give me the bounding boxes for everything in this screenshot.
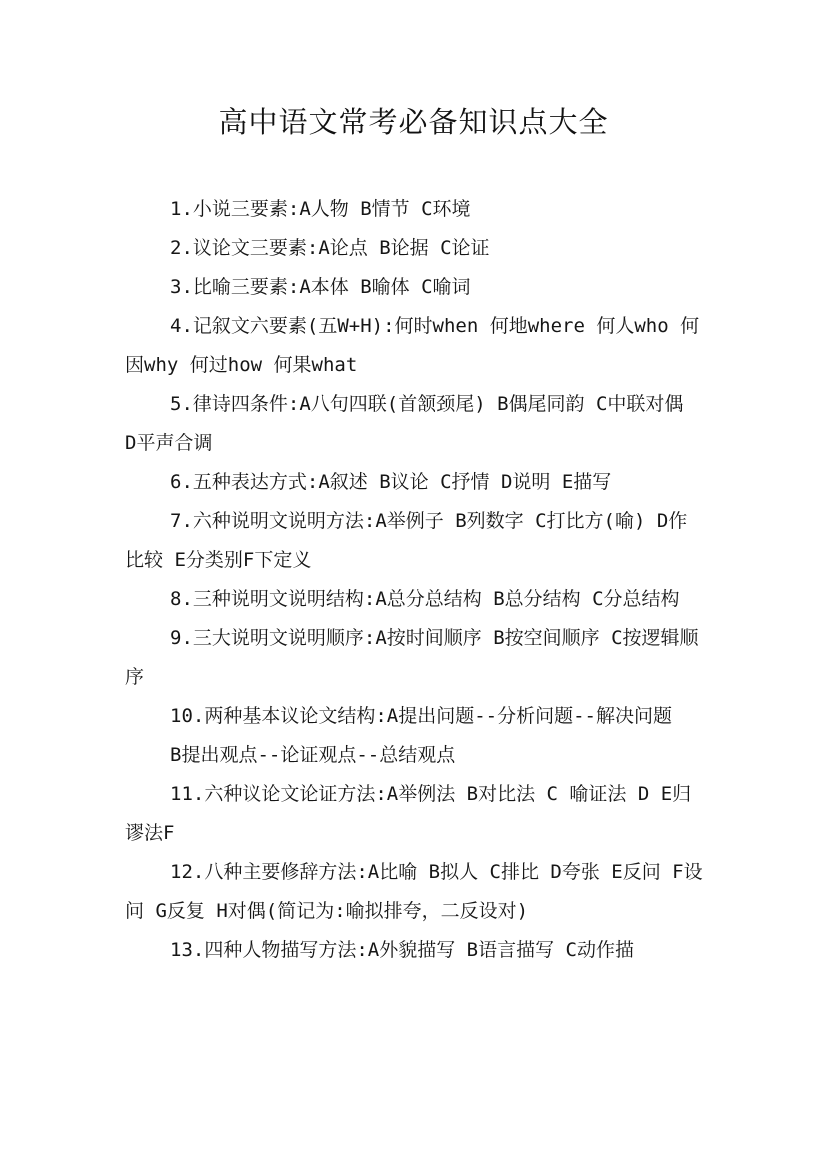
paragraph-10: 10.两种基本议论文结构:A提出问题--分析问题--解决问题 <box>170 705 672 727</box>
paragraph-9: 9.三大说明文说明顺序:A按时间顺序 B按空间顺序 C按逻辑顺序 <box>125 627 699 688</box>
paragraph-6: 6.五种表达方式:A叙述 B议论 C抒情 D说明 E描写 <box>170 471 612 493</box>
paragraph-8: 8.三种说明文说明结构:A总分总结构 B总分结构 C分总结构 <box>170 588 680 610</box>
paragraph-11: 11.六种议论文论证方法:A举例法 B对比法 C 喻证法 D E归谬法F <box>125 783 692 844</box>
paragraph-13: 13.四种人物描写方法:A外貌描写 B语言描写 C动作描 <box>170 939 634 961</box>
paragraph-1: 1.小说三要素:A人物 B情节 C环境 <box>170 198 471 220</box>
paragraph-3: 3.比喻三要素:A本体 B喻体 C喻词 <box>170 276 471 298</box>
document-title: 高中语文常考必备知识点大全 <box>218 105 609 139</box>
paragraph-4: 4.记叙文六要素(五W+H):何时when 何地where 何人who 何因why 何过how 何果what <box>125 315 700 376</box>
paragraph-2: 2.议论文三要素:A论点 B论据 C论证 <box>170 237 490 259</box>
paragraph-10-continuation: B提出观点--论证观点--总结观点 <box>170 744 456 766</box>
paragraph-7: 7.六种说明文说明方法:A举例子 B列数字 C打比方(喻) D作比较 E分类别F下定义 <box>125 510 688 571</box>
paragraph-12: 12.八种主要修辞方法:A比喻 B拟人 C排比 D夸张 E反问 F设问 G反复 H对偶(简记为:喻拟排夸，二反设对) <box>125 861 703 922</box>
document-body <box>125 190 705 970</box>
paragraph-5: 5.律诗四条件:A八句四联(首颔颈尾) B偶尾同韵 C中联对偶 D平声合调 <box>125 393 684 454</box>
